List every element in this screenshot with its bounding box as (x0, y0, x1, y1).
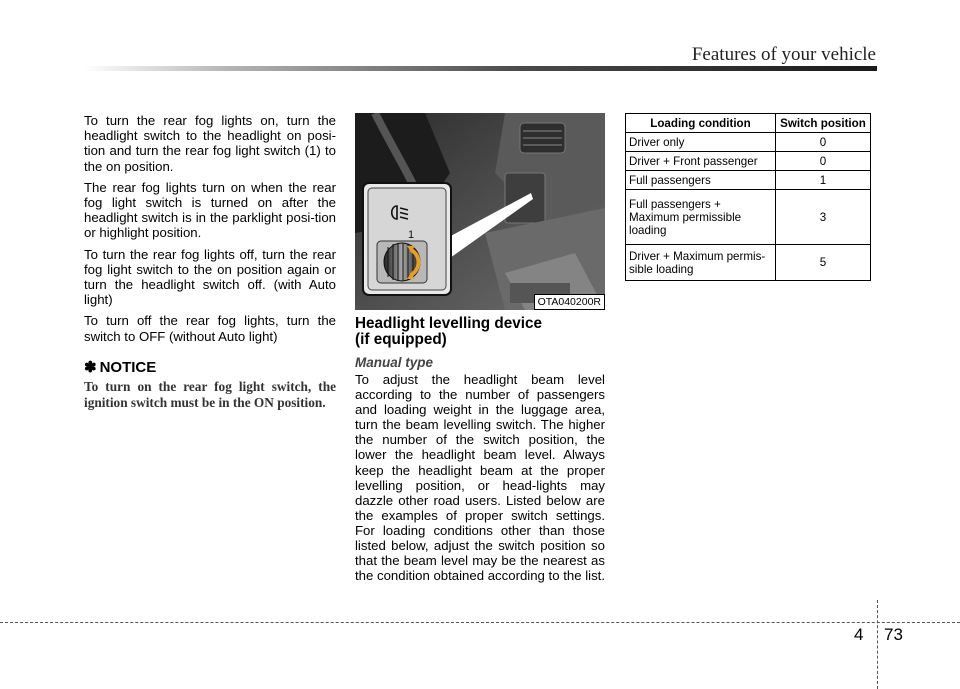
position-cell: 3 (776, 190, 871, 245)
section-title-line: Headlight levelling device (355, 315, 543, 332)
left-column (84, 113, 336, 411)
chapter-number: 4 (854, 625, 864, 644)
table-row (626, 133, 871, 152)
notice-heading (84, 360, 336, 375)
notice-title: NOTICE (99, 358, 157, 376)
table-row (626, 152, 871, 171)
condition-cell: Driver + Maximum permis-sible loading (626, 245, 776, 281)
headlight-levelling-section (355, 316, 605, 583)
paragraph: The rear fog lights turn on when the rear fog light switch is turned on after the headlight switch is in the parklight posi-tion or highlight position. (84, 179, 336, 241)
section-subtitle: Manual type (355, 355, 434, 370)
position-cell: 5 (776, 245, 871, 281)
footer-rule (0, 622, 960, 623)
position-cell: 0 (776, 133, 871, 152)
loading-condition-table (625, 113, 871, 281)
figure-caption: OTA040200R (534, 294, 605, 310)
paragraph: To turn the rear fog lights on, turn the headlight switch to the headlight on posi-tion and turn the rear fog light switch (1) to the on position. (84, 113, 336, 174)
section-title-line: (if equipped) (355, 331, 447, 348)
condition-cell: Driver + Front passenger (626, 152, 776, 171)
condition-cell: Driver only (626, 133, 776, 152)
footer-divider (877, 600, 878, 689)
section-body: To adjust the headlight beam level according to the number of passengers and loading weight in the luggage area, turn the beam levelling switch. The higher the number of the switch position, the lower the headlight beam level. Always keep the headlight beam at the proper levelling position, or head-lights may dazzle other road users. Listed below are the examples of proper switch settings. For loading conditions other than those listed below, adjust the switch position so that the beam level may be the nearest as the condition obtained according to the list. (355, 372, 605, 584)
svg-text:1: 1 (408, 229, 415, 241)
notice-icon: ✽ (84, 358, 97, 376)
paragraph: To turn off the rear fog lights, turn the switch to OFF (without Auto light) (84, 313, 336, 344)
page-number: 73 (884, 625, 903, 644)
page-header-title: Features of your vehicle (691, 44, 876, 65)
dashboard-switch-figure (355, 113, 605, 310)
condition-cell: Full passengers + Maximum permissible loading (626, 190, 776, 245)
position-cell: 1 (776, 171, 871, 190)
table-header-row (626, 114, 871, 133)
header-rule (84, 66, 877, 71)
paragraph: To turn the rear fog lights off, turn the rear fog light switch to the on position again or turn the headlight switch off. (with Auto light) (84, 246, 336, 308)
column-header: Switch position (776, 114, 871, 133)
condition-cell: Full passengers (626, 171, 776, 190)
notice-text: To turn on the rear fog light switch, the ignition switch must be in the ON position. (84, 379, 336, 411)
position-cell: 0 (776, 152, 871, 171)
table-row (626, 190, 871, 245)
table-row (626, 171, 871, 190)
dashboard-illustration (355, 113, 605, 310)
section-title (355, 316, 605, 348)
table-row (626, 245, 871, 281)
column-header: Loading condition (626, 114, 776, 133)
